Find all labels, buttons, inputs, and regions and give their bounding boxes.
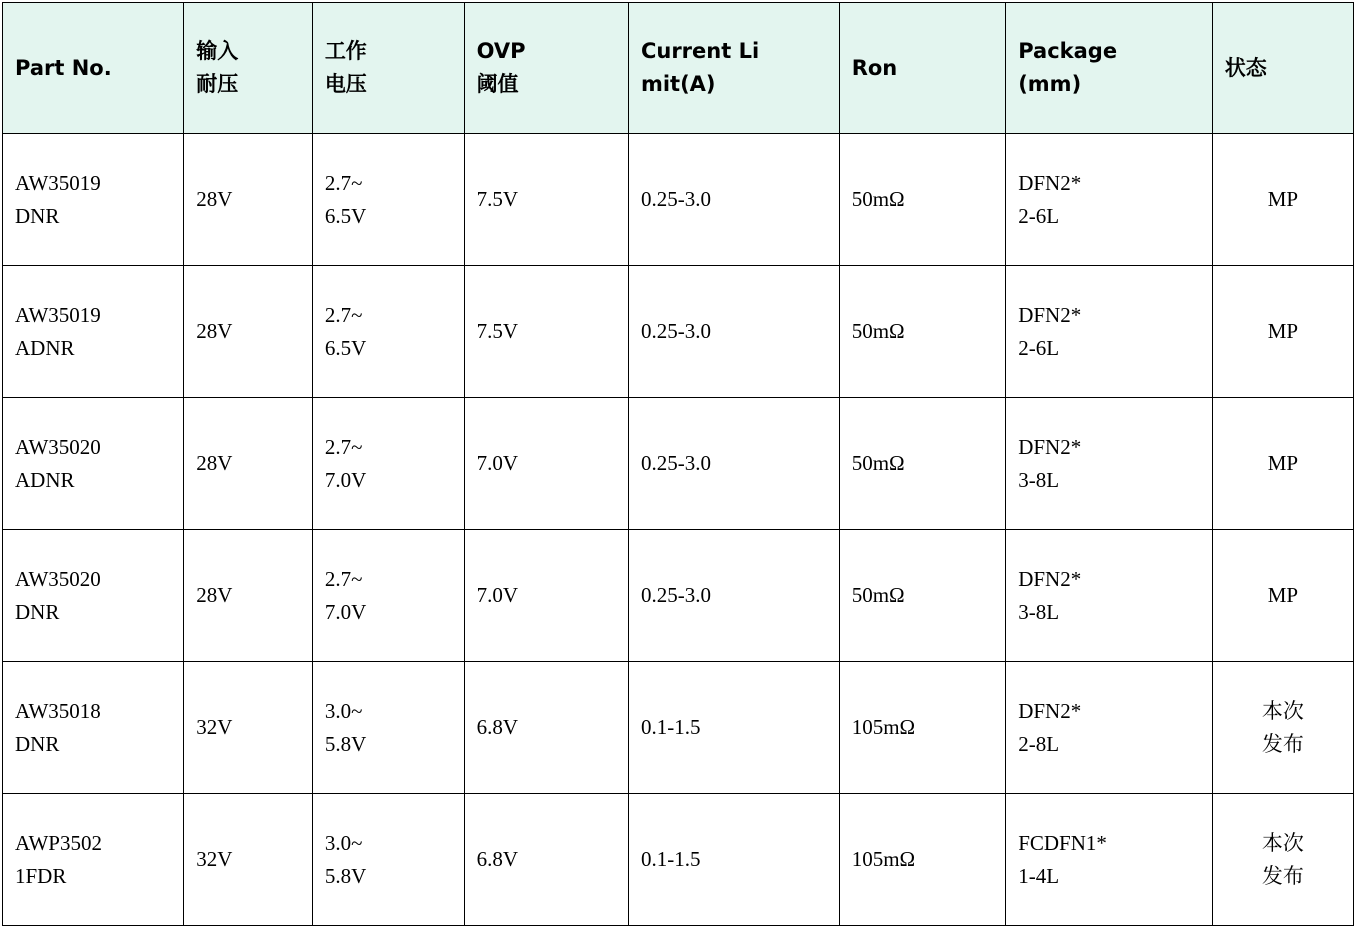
table-row bbox=[3, 530, 1354, 662]
cell-current-limit: 0.1-1.5 bbox=[628, 662, 839, 794]
table-row bbox=[3, 266, 1354, 398]
cell-input-voltage: 32V bbox=[184, 662, 313, 794]
cell-part-no: AWP3502 1FDR bbox=[3, 794, 184, 926]
cell-ovp-threshold: 6.8V bbox=[464, 662, 628, 794]
table-row bbox=[3, 662, 1354, 794]
cell-current-limit: 0.25-3.0 bbox=[628, 530, 839, 662]
cell-status: 本次 发布 bbox=[1212, 794, 1353, 926]
cell-input-voltage: 28V bbox=[184, 398, 313, 530]
column-header-part-no: Part No. bbox=[3, 3, 184, 134]
cell-operating-voltage: 2.7~ 6.5V bbox=[312, 134, 464, 266]
cell-ovp-threshold: 7.5V bbox=[464, 134, 628, 266]
table-row bbox=[3, 134, 1354, 266]
cell-ron: 50mΩ bbox=[839, 398, 1006, 530]
cell-ovp-threshold: 7.0V bbox=[464, 398, 628, 530]
column-header-operating-voltage: 工作 电压 bbox=[312, 3, 464, 134]
cell-current-limit: 0.1-1.5 bbox=[628, 794, 839, 926]
column-header-package: Package (mm) bbox=[1006, 3, 1213, 134]
cell-operating-voltage: 3.0~ 5.8V bbox=[312, 662, 464, 794]
cell-ron: 50mΩ bbox=[839, 530, 1006, 662]
product-specification-table bbox=[2, 2, 1354, 926]
column-header-status: 状态 bbox=[1212, 3, 1353, 134]
cell-package: DFN2* 3-8L bbox=[1006, 398, 1213, 530]
cell-package: FCDFN1* 1-4L bbox=[1006, 794, 1213, 926]
cell-part-no: AW35019 DNR bbox=[3, 134, 184, 266]
cell-ron: 50mΩ bbox=[839, 134, 1006, 266]
cell-status: MP bbox=[1212, 530, 1353, 662]
cell-operating-voltage: 3.0~ 5.8V bbox=[312, 794, 464, 926]
column-header-ron: Ron bbox=[839, 3, 1006, 134]
cell-ron: 50mΩ bbox=[839, 266, 1006, 398]
cell-package: DFN2* 2-8L bbox=[1006, 662, 1213, 794]
cell-input-voltage: 28V bbox=[184, 266, 313, 398]
table-row bbox=[3, 398, 1354, 530]
cell-status: MP bbox=[1212, 266, 1353, 398]
column-header-input-voltage: 输入 耐压 bbox=[184, 3, 313, 134]
table-header-row bbox=[3, 3, 1354, 134]
column-header-current-limit: Current Li mit(A) bbox=[628, 3, 839, 134]
cell-package: DFN2* 2-6L bbox=[1006, 266, 1213, 398]
cell-status: 本次 发布 bbox=[1212, 662, 1353, 794]
cell-part-no: AW35020 ADNR bbox=[3, 398, 184, 530]
table-body bbox=[3, 134, 1354, 926]
cell-ovp-threshold: 7.5V bbox=[464, 266, 628, 398]
cell-ron: 105mΩ bbox=[839, 794, 1006, 926]
cell-package: DFN2* 2-6L bbox=[1006, 134, 1213, 266]
cell-ron: 105mΩ bbox=[839, 662, 1006, 794]
cell-status: MP bbox=[1212, 134, 1353, 266]
column-header-ovp-threshold: OVP 阈值 bbox=[464, 3, 628, 134]
cell-input-voltage: 28V bbox=[184, 530, 313, 662]
table-row bbox=[3, 794, 1354, 926]
cell-part-no: AW35018 DNR bbox=[3, 662, 184, 794]
cell-ovp-threshold: 6.8V bbox=[464, 794, 628, 926]
cell-input-voltage: 32V bbox=[184, 794, 313, 926]
cell-input-voltage: 28V bbox=[184, 134, 313, 266]
cell-current-limit: 0.25-3.0 bbox=[628, 398, 839, 530]
cell-ovp-threshold: 7.0V bbox=[464, 530, 628, 662]
cell-part-no: AW35019 ADNR bbox=[3, 266, 184, 398]
cell-part-no: AW35020 DNR bbox=[3, 530, 184, 662]
cell-current-limit: 0.25-3.0 bbox=[628, 266, 839, 398]
cell-operating-voltage: 2.7~ 7.0V bbox=[312, 398, 464, 530]
cell-current-limit: 0.25-3.0 bbox=[628, 134, 839, 266]
cell-package: DFN2* 3-8L bbox=[1006, 530, 1213, 662]
spec-table-container bbox=[0, 2, 1354, 922]
cell-status: MP bbox=[1212, 398, 1353, 530]
cell-operating-voltage: 2.7~ 7.0V bbox=[312, 530, 464, 662]
cell-operating-voltage: 2.7~ 6.5V bbox=[312, 266, 464, 398]
